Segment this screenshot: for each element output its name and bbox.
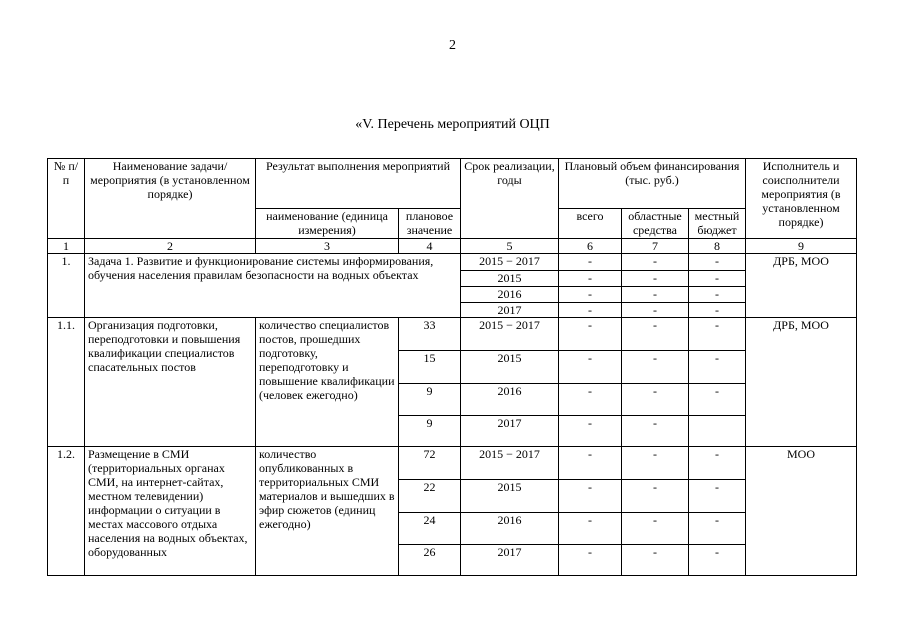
row-local: -: [689, 287, 746, 303]
row-local: [689, 416, 746, 447]
table-row: [48, 447, 857, 480]
column-number: 9: [746, 239, 857, 254]
row-total: -: [559, 303, 622, 318]
row-value: 22: [399, 480, 461, 513]
column-number: 1: [48, 239, 85, 254]
row-result-name: количество специалистов постов, прошедших подготовку, переподготовку и повышение квалификации (человек ежегодно): [256, 318, 399, 447]
row-total: -: [559, 318, 622, 351]
column-numbers-row: [48, 239, 857, 254]
column-number: 8: [689, 239, 746, 254]
row-local: -: [689, 545, 746, 576]
row-regional: -: [622, 287, 689, 303]
row-total: -: [559, 447, 622, 480]
row-value: 9: [399, 384, 461, 416]
row-value: 9: [399, 416, 461, 447]
row-value: 26: [399, 545, 461, 576]
row-term: 2015: [461, 351, 559, 384]
column-number: 2: [85, 239, 256, 254]
row-term: 2015: [461, 271, 559, 287]
row-regional: -: [622, 447, 689, 480]
row-num: 1.2.: [48, 447, 85, 576]
header-total: всего: [559, 209, 622, 239]
row-local: -: [689, 384, 746, 416]
row-task: Организация подготовки, переподготовки и повышения квалификации специалистов спасательных постов: [85, 318, 256, 447]
row-value: 24: [399, 513, 461, 545]
row-value: 15: [399, 351, 461, 384]
row-executor: МОО: [746, 447, 857, 576]
column-number: 3: [256, 239, 399, 254]
row-term: 2016: [461, 513, 559, 545]
header-row-1: [48, 159, 857, 209]
row-total: -: [559, 545, 622, 576]
row-value: 72: [399, 447, 461, 480]
column-number: 6: [559, 239, 622, 254]
header-result-value: плановое значение: [399, 209, 461, 239]
row-local: -: [689, 351, 746, 384]
page-title: «V. Перечень мероприятий ОЦП: [355, 117, 550, 132]
row-term: 2015: [461, 480, 559, 513]
row-executor: ДРБ, МОО: [746, 318, 857, 447]
row-num: 1.1.: [48, 318, 85, 447]
row-regional: -: [622, 480, 689, 513]
row-regional: -: [622, 545, 689, 576]
header-funding: Плановый объем финансирования (тыс. руб.): [559, 159, 746, 209]
row-total: -: [559, 384, 622, 416]
row-regional: -: [622, 254, 689, 271]
row-total: -: [559, 287, 622, 303]
row-regional: -: [622, 318, 689, 351]
row-total: -: [559, 271, 622, 287]
row-total: -: [559, 416, 622, 447]
header-regional: областные средства: [622, 209, 689, 239]
row-regional: -: [622, 513, 689, 545]
row-term: 2017: [461, 545, 559, 576]
row-term: 2017: [461, 303, 559, 318]
row-regional: -: [622, 416, 689, 447]
row-num: 1.: [48, 254, 85, 318]
row-local: -: [689, 318, 746, 351]
header-num: № п/п: [48, 159, 85, 239]
header-local: местный бюджет: [689, 209, 746, 239]
row-regional: -: [622, 351, 689, 384]
row-total: -: [559, 254, 622, 271]
row-local: -: [689, 480, 746, 513]
row-local: -: [689, 303, 746, 318]
header-result: Результат выполнения мероприятий: [256, 159, 461, 209]
header-task: Наименование задачи/мероприятия (в установленном порядке): [85, 159, 256, 239]
row-regional: -: [622, 384, 689, 416]
row-term: 2015 − 2017: [461, 447, 559, 480]
table-row: [48, 318, 857, 351]
row-total: -: [559, 480, 622, 513]
row-result-name: количество опубликованных в территориальных СМИ материалов и вышедших в эфир сюжетов (единиц ежегодно): [256, 447, 399, 576]
row-term: 2016: [461, 287, 559, 303]
column-number: 4: [399, 239, 461, 254]
row-local: -: [689, 513, 746, 545]
row-executor: ДРБ, МОО: [746, 254, 857, 318]
page-number: 2: [449, 38, 456, 53]
row-term: 2015 − 2017: [461, 254, 559, 271]
measures-table: [47, 158, 857, 576]
row-total: -: [559, 351, 622, 384]
row-regional: -: [622, 271, 689, 287]
header-result-name: наименование (единица измерения): [256, 209, 399, 239]
row-value: 33: [399, 318, 461, 351]
row-local: -: [689, 271, 746, 287]
row-regional: -: [622, 303, 689, 318]
row-task: Задача 1. Развитие и функционирование системы информирования, обучения населения правилам безопасности на водных объектах: [85, 254, 461, 318]
row-term: 2017: [461, 416, 559, 447]
column-number: 7: [622, 239, 689, 254]
row-local: -: [689, 254, 746, 271]
row-local: -: [689, 447, 746, 480]
header-term: Срок реализации, годы: [461, 159, 559, 239]
header-executor: Исполнитель и соисполнители мероприятия (в установленном порядке): [746, 159, 857, 239]
row-task: Размещение в СМИ (территориальных органах СМИ, на интернет-сайтах, местном телевидении) информации о ситуации в местах массового отдыха населения на водных объектах, оборудованных: [85, 447, 256, 576]
row-term: 2015 − 2017: [461, 318, 559, 351]
row-term: 2016: [461, 384, 559, 416]
table-row: [48, 254, 857, 271]
column-number: 5: [461, 239, 559, 254]
row-total: -: [559, 513, 622, 545]
